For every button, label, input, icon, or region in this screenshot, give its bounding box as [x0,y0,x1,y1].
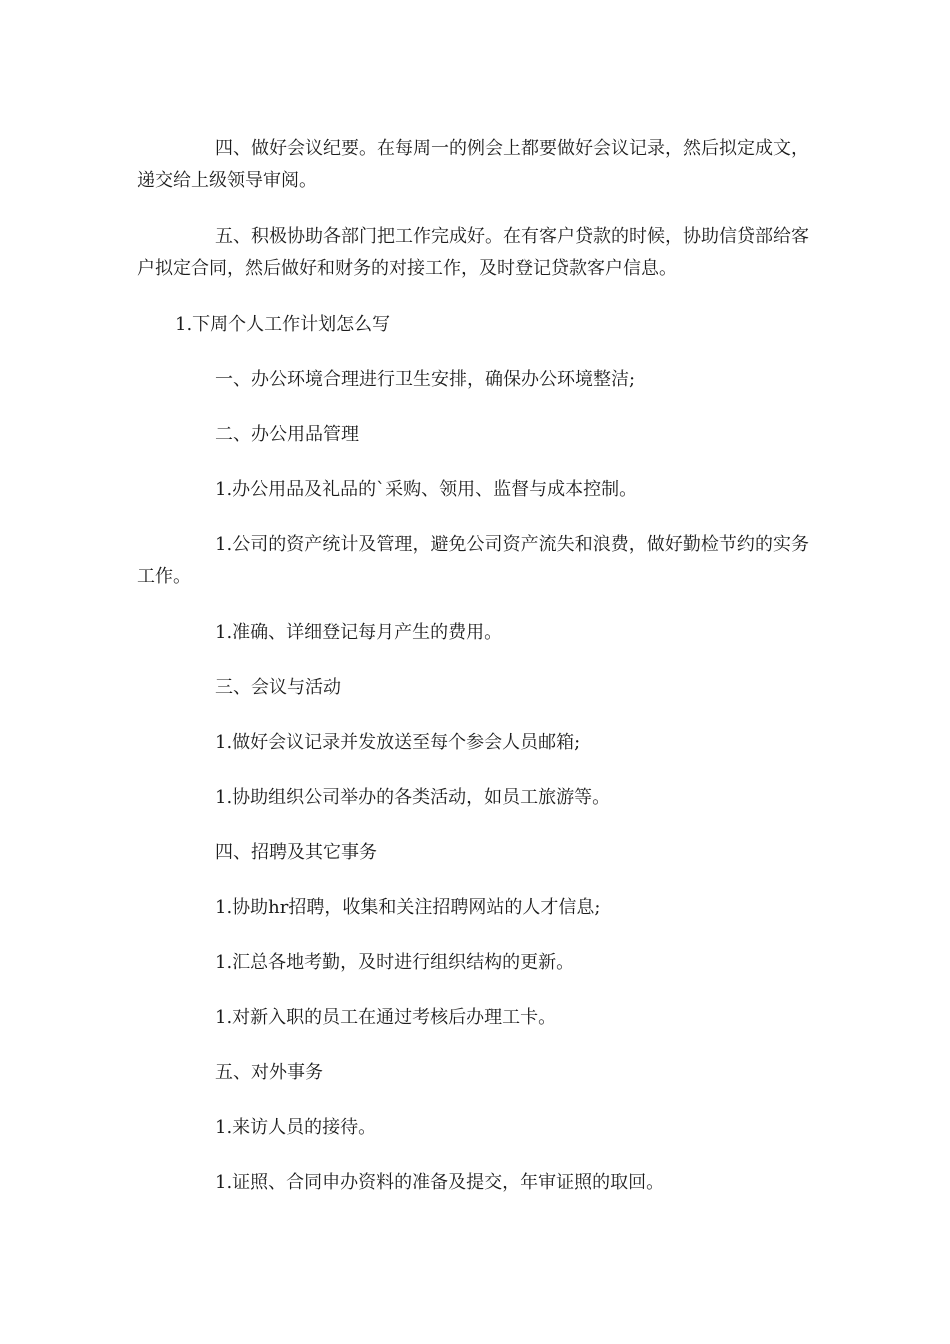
paragraph-meeting-record: 1.做好会议记录并发放送至每个参会人员邮箱; [215,732,581,753]
paragraph-assist-departments: 五、积极协助各部门把工作完成好。在有客户贷款的时候，协助信贷部给客户拟定合同，然后做好和财务的对接工作，及时登记贷款客户信息。 [137,226,809,279]
paragraph-hr-recruitment: 1.协助hr招聘，收集和关注招聘网站的人才信息; [215,897,601,918]
paragraph-recruitment-heading: 四、招聘及其它事务 [215,842,377,863]
paragraph-attendance: 1.汇总各地考勤，及时进行组织结构的更新。 [215,952,575,973]
paragraph-external-affairs-heading: 五、对外事务 [215,1062,323,1083]
paragraph-expense-record: 1.准确、详细登记每月产生的费用。 [215,622,503,643]
paragraph-meeting-minutes: 四、做好会议纪要。在每周一的例会上都要做好会议记录，然后拟定成文，递交给上级领导审阅。 [137,138,809,191]
paragraph-asset-management: 1.公司的资产统计及管理，避免公司资产流失和浪费，做好勤检节约的实务工作。 [137,534,809,587]
paragraph-supplies-procurement: 1.办公用品及礼品的`采购、领用、监督与成本控制。 [215,479,638,500]
section-heading-weekly-plan: 1.下周个人工作计划怎么写 [175,314,391,335]
paragraph-meetings-heading: 三、会议与活动 [215,677,341,698]
paragraph-company-activities: 1.协助组织公司举办的各类活动，如员工旅游等。 [215,787,611,808]
paragraph-office-environment: 一、办公环境合理进行卫生安排，确保办公环境整洁; [215,369,636,390]
paragraph-new-employee-card: 1.对新入职的员工在通过考核后办理工卡。 [215,1007,557,1028]
paragraph-visitor-reception: 1.来访人员的接待。 [215,1117,377,1138]
paragraph-certificates: 1.证照、合同申办资料的准备及提交，年审证照的取回。 [215,1172,665,1193]
paragraph-office-supplies-heading: 二、办公用品管理 [215,424,359,445]
